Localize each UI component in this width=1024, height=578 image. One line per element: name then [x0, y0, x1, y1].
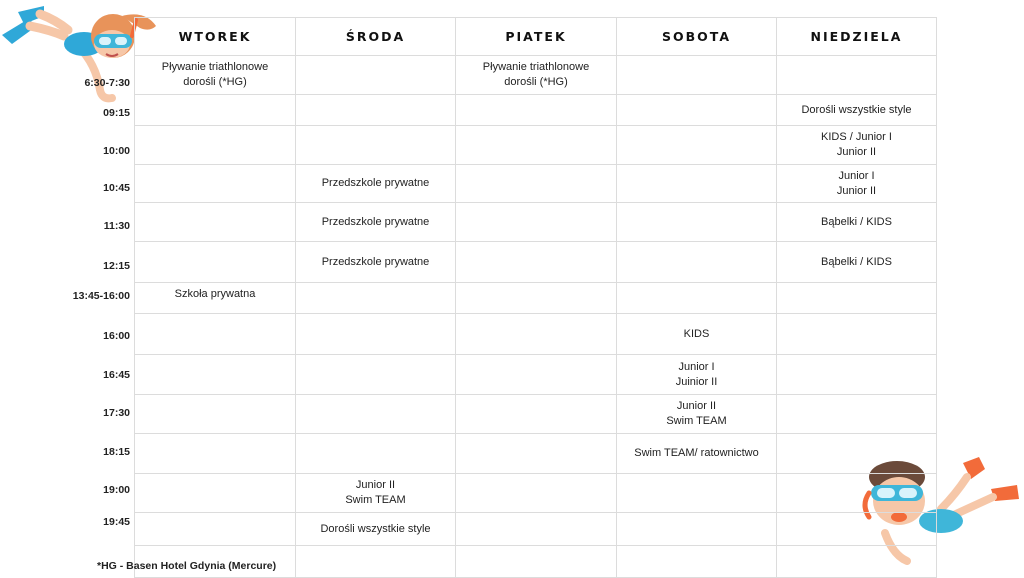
schedule-cell — [456, 314, 617, 355]
class-name: Juinior II — [675, 375, 718, 388]
schedule-cell — [777, 283, 937, 314]
schedule-cell — [617, 314, 777, 355]
schedule-cell — [617, 355, 777, 395]
class-name: Przedszkole prywatne — [321, 215, 430, 228]
schedule-cell — [777, 434, 937, 474]
schedule-cell — [456, 434, 617, 474]
schedule-cell — [777, 395, 937, 434]
schedule-row — [135, 165, 937, 203]
schedule-cell — [617, 242, 777, 283]
schedule-row — [135, 242, 937, 283]
schedule-cell — [135, 95, 296, 126]
class-name: Przedszkole prywatne — [321, 255, 430, 268]
class-name: Junior II — [676, 400, 717, 412]
time-label: 10:45 — [103, 182, 130, 194]
schedule-cell — [456, 95, 617, 126]
class-name: Bąbelki / KIDS — [821, 255, 892, 268]
schedule-cell — [135, 513, 296, 546]
schedule-cell — [456, 474, 617, 513]
schedule-cell — [135, 283, 296, 314]
time-label: 19:45 — [103, 516, 130, 528]
schedule-cell — [456, 56, 617, 95]
schedule-cell — [135, 56, 296, 95]
time-label: 19:00 — [103, 484, 130, 496]
schedule-cell — [296, 242, 456, 283]
schedule-cell — [296, 434, 456, 474]
class-name: Junior II — [836, 184, 877, 197]
schedule-row — [135, 314, 937, 355]
schedule-cell — [617, 95, 777, 126]
schedule-cell — [296, 203, 456, 242]
footnote: *HG - Basen Hotel Gdynia (Mercure) — [97, 560, 277, 572]
class-name: KIDS / Junior I — [821, 131, 892, 143]
schedule-cell — [135, 126, 296, 165]
schedule-cell — [777, 314, 937, 355]
time-label: 16:45 — [103, 369, 130, 381]
class-name: Pływanie triathlonowe — [482, 61, 590, 73]
schedule-cell — [135, 434, 296, 474]
schedule-row — [135, 513, 937, 546]
timetable — [134, 17, 937, 578]
schedule-cell — [777, 474, 937, 513]
schedule-row — [135, 283, 937, 314]
time-label: 09:15 — [103, 107, 130, 119]
schedule-cell — [296, 283, 456, 314]
time-label: 12:15 — [103, 260, 130, 272]
schedule-row — [135, 56, 937, 95]
schedule-cell — [296, 165, 456, 203]
day-header: NIEDZIELA — [777, 18, 937, 56]
class-name: Przedszkole prywatne — [321, 177, 430, 189]
time-label: 10:00 — [103, 145, 130, 157]
schedule-cell — [296, 95, 456, 126]
schedule-cell — [617, 203, 777, 242]
schedule-cell — [296, 546, 456, 578]
class-name: Junior II — [836, 146, 877, 158]
day-header: SOBOTA — [617, 18, 777, 56]
schedule-cell — [777, 513, 937, 546]
schedule-cell — [135, 165, 296, 203]
schedule-cell — [456, 546, 617, 578]
time-labels-column — [0, 0, 130, 576]
schedule-cell — [135, 314, 296, 355]
schedule-cell — [777, 546, 937, 578]
time-label: 11:30 — [103, 220, 130, 232]
schedule-row — [135, 434, 937, 474]
schedule-cell — [617, 126, 777, 165]
schedule-row — [135, 203, 937, 242]
schedule-cell — [617, 283, 777, 314]
schedule-cell — [296, 395, 456, 434]
schedule-cell — [777, 355, 937, 395]
schedule-cell — [617, 513, 777, 546]
schedule-cell — [135, 242, 296, 283]
schedule-cell — [456, 395, 617, 434]
schedule-cell — [617, 56, 777, 95]
schedule-cell — [617, 395, 777, 434]
class-name: Bąbelki / KIDS — [821, 215, 892, 228]
schedule-cell — [135, 203, 296, 242]
time-label: 16:00 — [103, 330, 130, 342]
schedule-cell — [456, 355, 617, 395]
schedule-row — [135, 126, 937, 165]
schedule-cell — [296, 56, 456, 95]
class-name: Swim TEAM — [345, 494, 406, 506]
day-header: PIATEK — [456, 18, 617, 56]
time-label: 6:30-7:30 — [84, 77, 130, 89]
class-name: Pływanie triathlonowe — [161, 61, 269, 73]
schedule-cell — [617, 434, 777, 474]
day-header-row — [135, 18, 937, 56]
schedule-cell — [777, 165, 937, 203]
class-name: KIDS — [683, 327, 710, 340]
schedule-cell — [135, 395, 296, 434]
schedule-cell — [777, 242, 937, 283]
schedule-cell — [135, 474, 296, 513]
class-name: Swim TEAM — [666, 415, 727, 427]
schedule-row — [135, 474, 937, 513]
schedule-cell — [456, 165, 617, 203]
schedule-cell — [777, 126, 937, 165]
schedule-row — [135, 395, 937, 434]
schedule-cell — [296, 126, 456, 165]
class-name: Junior I — [838, 169, 875, 182]
day-header: WTOREK — [135, 18, 296, 56]
time-label: 17:30 — [103, 407, 130, 419]
day-header: ŚRODA — [296, 18, 456, 56]
class-name: Swim TEAM/ ratownictwo — [634, 447, 759, 459]
schedule-cell — [135, 355, 296, 395]
time-label: 18:15 — [103, 446, 130, 458]
schedule-cell — [456, 242, 617, 283]
schedule-cell — [296, 474, 456, 513]
schedule-cell — [456, 126, 617, 165]
schedule-cell — [617, 165, 777, 203]
schedule-cell — [777, 203, 937, 242]
time-label: 13:45-16:00 — [72, 290, 130, 302]
schedule-cell — [777, 95, 937, 126]
class-name: Junior I — [678, 360, 715, 373]
schedule-cell — [296, 314, 456, 355]
schedule-row — [135, 95, 937, 126]
class-name: Dorośli wszystkie style — [801, 103, 912, 116]
schedule-cell — [456, 203, 617, 242]
schedule-cell — [296, 513, 456, 546]
schedule-row — [135, 355, 937, 395]
class-name: dorośli (*HG) — [183, 76, 247, 88]
schedule-cell — [617, 546, 777, 578]
schedule-cell — [456, 283, 617, 314]
class-name: Junior II — [355, 479, 396, 491]
schedule-cell — [617, 474, 777, 513]
schedule-cell — [777, 56, 937, 95]
schedule-cell — [456, 513, 617, 546]
class-name: dorośli (*HG) — [504, 76, 568, 88]
class-name: Szkoła prywatna — [174, 288, 256, 300]
schedule-cell — [296, 355, 456, 395]
class-name: Dorośli wszystkie style — [320, 522, 431, 535]
